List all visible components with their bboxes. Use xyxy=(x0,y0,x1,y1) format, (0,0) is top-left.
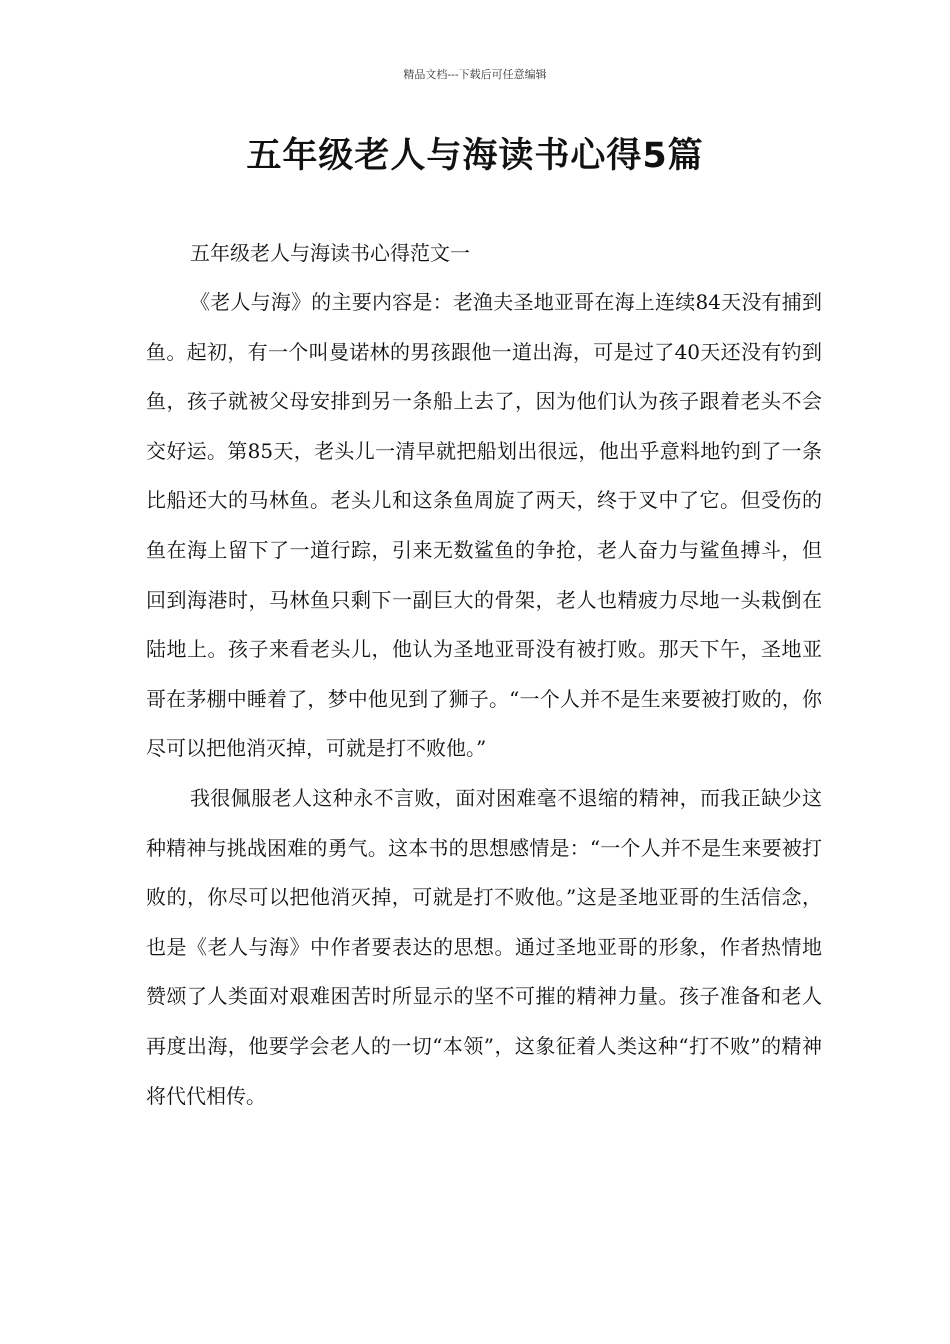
paragraph-1: 《老人与海》的主要内容是：老渔夫圣地亚哥在海上连续84天没有捕到鱼。起初，有一个叫曼诺林的男孩跟他一道出海，可是过了40天还没有钓到鱼，孩子就被父母安排到另一条船上去了，因为他们认为孩子跟着老头不会交好运。第85天，老头儿一清早就把船划出很远，他出乎意料地钓到了一条比船还大的马林鱼。老头儿和这条鱼周旋了两天，终于叉中了它。但受伤的鱼在海上留下了一道行踪，引来无数鲨鱼的争抢，老人奋力与鲨鱼搏斗，但回到海港时，马林鱼只剩下一副巨大的骨架，老人也精疲力尽地一头栽倒在陆地上。孩子来看老头儿，他认为圣地亚哥没有被打败。那天下午，圣地亚哥在茅棚中睡着了，梦中他见到了狮子。“一个人并不是生来要被打败的，你尽可以把他消灭掉，可就是打不败他。” xyxy=(146,290,822,761)
header-note: 精品文档---下载后可任意编辑 xyxy=(403,68,547,81)
section-heading: 五年级老人与海读书心得范文一 xyxy=(190,241,470,265)
paragraph-2: 我很佩服老人这种永不言败，面对困难毫不退缩的精神，而我正缺少这种精神与挑战困难的勇气。这本书的思想感情是：“一个人并不是生来要被打败的，你尽可以把他消灭掉，可就是打不败他。”这是圣地亚哥的生活信念，也是《老人与海》中作者要表达的思想。通过圣地亚哥的形象，作者热情地赞颂了人类面对艰难困苦时所显示的坚不可摧的精神力量。孩子准备和老人再度出海，他要学会老人的一切“本领”，这象征着人类这种“打不败”的精神将代代相传。 xyxy=(146,785,822,1108)
document-body xyxy=(146,228,822,1121)
document-title: 五年级老人与海读书心得5篇 xyxy=(246,136,704,176)
